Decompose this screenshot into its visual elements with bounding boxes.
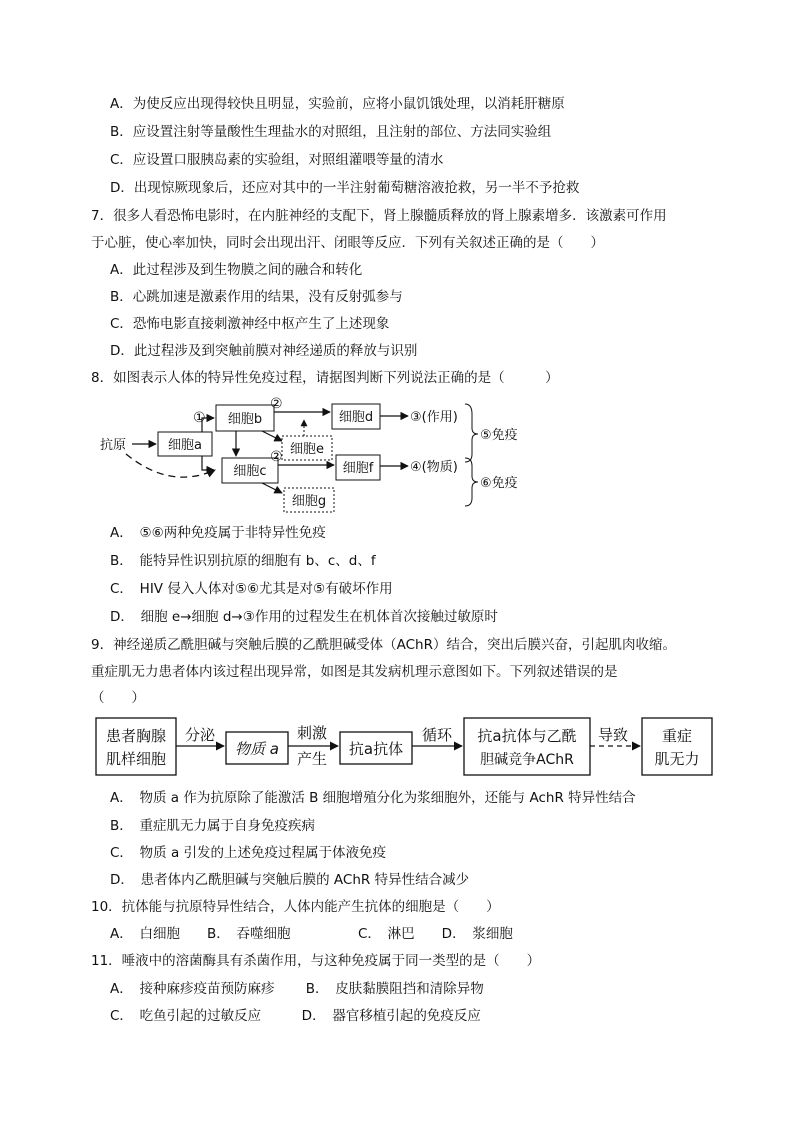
- q7-stem-line2: 于心脏，使心率加快，同时会出现出汗、闭眼等反应．下列有关叙述正确的是（ ）: [91, 235, 604, 251]
- q9-box3-label: 抗a抗体: [348, 740, 404, 758]
- q8-num-4-substance: ④(物质): [410, 460, 458, 475]
- q9-arrow1-label: 分泌: [184, 726, 216, 744]
- q8-cell-e-label: 细胞e: [290, 442, 324, 457]
- q8-arrow-b-e: [262, 431, 282, 441]
- q8-option-a: A． ⑤⑥两种免疫属于非特异性免疫: [110, 525, 326, 541]
- q9-option-d: D． 患者体内乙酰胆碱与突触后膜的 AChR 特异性结合减少: [110, 872, 470, 888]
- q8-cell-b-label: 细胞b: [227, 412, 263, 427]
- q9-arrow2-label1: 刺激: [296, 724, 328, 742]
- q9-option-b: B． 重症肌无力属于自身免疫疾病: [110, 818, 316, 834]
- q6-option-c: C．应设置口服胰岛素的实验组，对照组灌喂等量的清水: [110, 152, 444, 168]
- q9-option-a: A． 物质 a 作为抗原除了能激活 B 细胞增殖分化为浆细胞外，还能与 AchR 特异性结合: [110, 790, 636, 806]
- q7-option-a: A．此过程涉及到生物膜之间的融合和转化: [110, 262, 363, 278]
- q8-num-6-immunity: ⑥免疫: [480, 476, 518, 491]
- q6-option-d: D．出现惊厥现象后，还应对其中的一半注射葡萄糖溶液抢救，另一半不予抢救: [110, 180, 580, 196]
- q8-immune-diagram: [100, 396, 518, 512]
- q9-arrow2-label2: 产生: [296, 750, 328, 768]
- q8-brace-6: [465, 458, 478, 506]
- q8-arrow-a-c: [202, 456, 214, 470]
- q8-num-3-action: ③(作用): [410, 410, 458, 425]
- q8-cell-g-label: 细胞g: [291, 494, 327, 509]
- q8-cell-d-label: 细胞d: [338, 410, 374, 425]
- q7-option-c: C．恐怖电影直接刺激神经中枢产生了上述现象: [110, 316, 390, 332]
- q11-stem: 11．唾液中的溶菌酶具有杀菌作用，与这种免疫属于同一类型的是（ ）: [91, 953, 541, 969]
- q10-options: A． 白细胞 B． 吞噬细胞 C． 淋巴 D． 浆细胞: [110, 926, 513, 942]
- q6-option-a: A．为使反应出现得较快且明显，实验前，应将小鼠饥饿处理，以消耗肝糖原: [110, 96, 565, 112]
- q8-option-d: D． 细胞 e→细胞 d→③作用的过程发生在机体首次接触过敏原时: [110, 609, 498, 625]
- q8-num-5-immunity: ⑤免疫: [480, 428, 518, 443]
- q9-option-c: C． 物质 a 引发的上述免疫过程属于体液免疫: [110, 845, 387, 861]
- q9-stem-line1: 9．神经递质乙酰胆碱与突触后膜的乙酰胆碱受体（AChR）结合，突出后膜兴奋，引起肌肉收缩。: [91, 637, 676, 653]
- q10-stem: 10．抗体能与抗原特异性结合，人体内能产生抗体的细胞是（ ）: [91, 899, 500, 915]
- q9-flowchart: [96, 718, 712, 775]
- q9-box4-line1: 抗a抗体与乙酰: [477, 727, 577, 745]
- q11-options-row2: C． 吃鱼引起的过敏反应 D． 器官移植引起的免疫反应: [110, 1008, 481, 1024]
- q7-option-d: D．此过程涉及到突触前膜对神经递质的释放与识别: [110, 343, 418, 359]
- q8-option-b: B． 能特异性识别抗原的细胞有 b、c、d、f: [110, 553, 376, 569]
- q9-box5-line1: 重症: [661, 727, 693, 745]
- q9-box1-line2: 肌样细胞: [105, 750, 167, 768]
- q9-arrow3-label: 循环: [421, 726, 453, 744]
- q8-num-2a: ②: [270, 396, 283, 412]
- q7-option-b: B．心跳加速是激素作用的结果，没有反射弧参与: [110, 289, 403, 305]
- q7-stem-line1: 7．很多人看恐怖电影时，在内脏神经的支配下，肾上腺髓质释放的肾上腺素增多．该激素可作用: [91, 208, 667, 224]
- q8-cell-a-label: 细胞a: [168, 438, 202, 453]
- q8-num-1: ①: [193, 410, 206, 426]
- q11-options-row1: A． 接种麻疹疫苗预防麻疹 B． 皮肤黏膜阻挡和清除异物: [110, 981, 484, 997]
- q8-antigen-label: 抗原: [100, 438, 127, 453]
- q9-box2-label: 物质 a: [235, 740, 279, 758]
- q9-stem-line2: 重症肌无力患者体内该过程出现异常，如图是其发病机理示意图如下。下列叙述错误的是: [91, 664, 618, 680]
- q8-cell-c-label: 细胞c: [233, 464, 267, 479]
- q9-box5-line2: 肌无力: [654, 750, 700, 768]
- q6-option-b: B．应设置注射等量酸性生理盐水的对照组，且注射的部位、方法同实验组: [110, 124, 552, 140]
- q8-stem: 8．如图表示人体的特异性免疫过程，请据图判断下列说法正确的是（ ）: [91, 370, 559, 386]
- q8-cell-f-label: 细胞f: [342, 461, 374, 476]
- q9-arrow4-label: 导致: [597, 726, 629, 744]
- q9-box1-line1: 患者胸腺: [105, 727, 167, 745]
- q9-stem-line3: （ ）: [91, 690, 145, 706]
- q9-box4-line2: 胆碱竞争AChR: [480, 752, 574, 768]
- q8-option-c: C． HIV 侵入人体对⑤⑥尤其是对⑤有破坏作用: [110, 581, 393, 597]
- q8-arrow-c-g: [262, 483, 282, 493]
- q8-num-2b: ②: [270, 449, 283, 465]
- q8-brace-5: [465, 404, 478, 462]
